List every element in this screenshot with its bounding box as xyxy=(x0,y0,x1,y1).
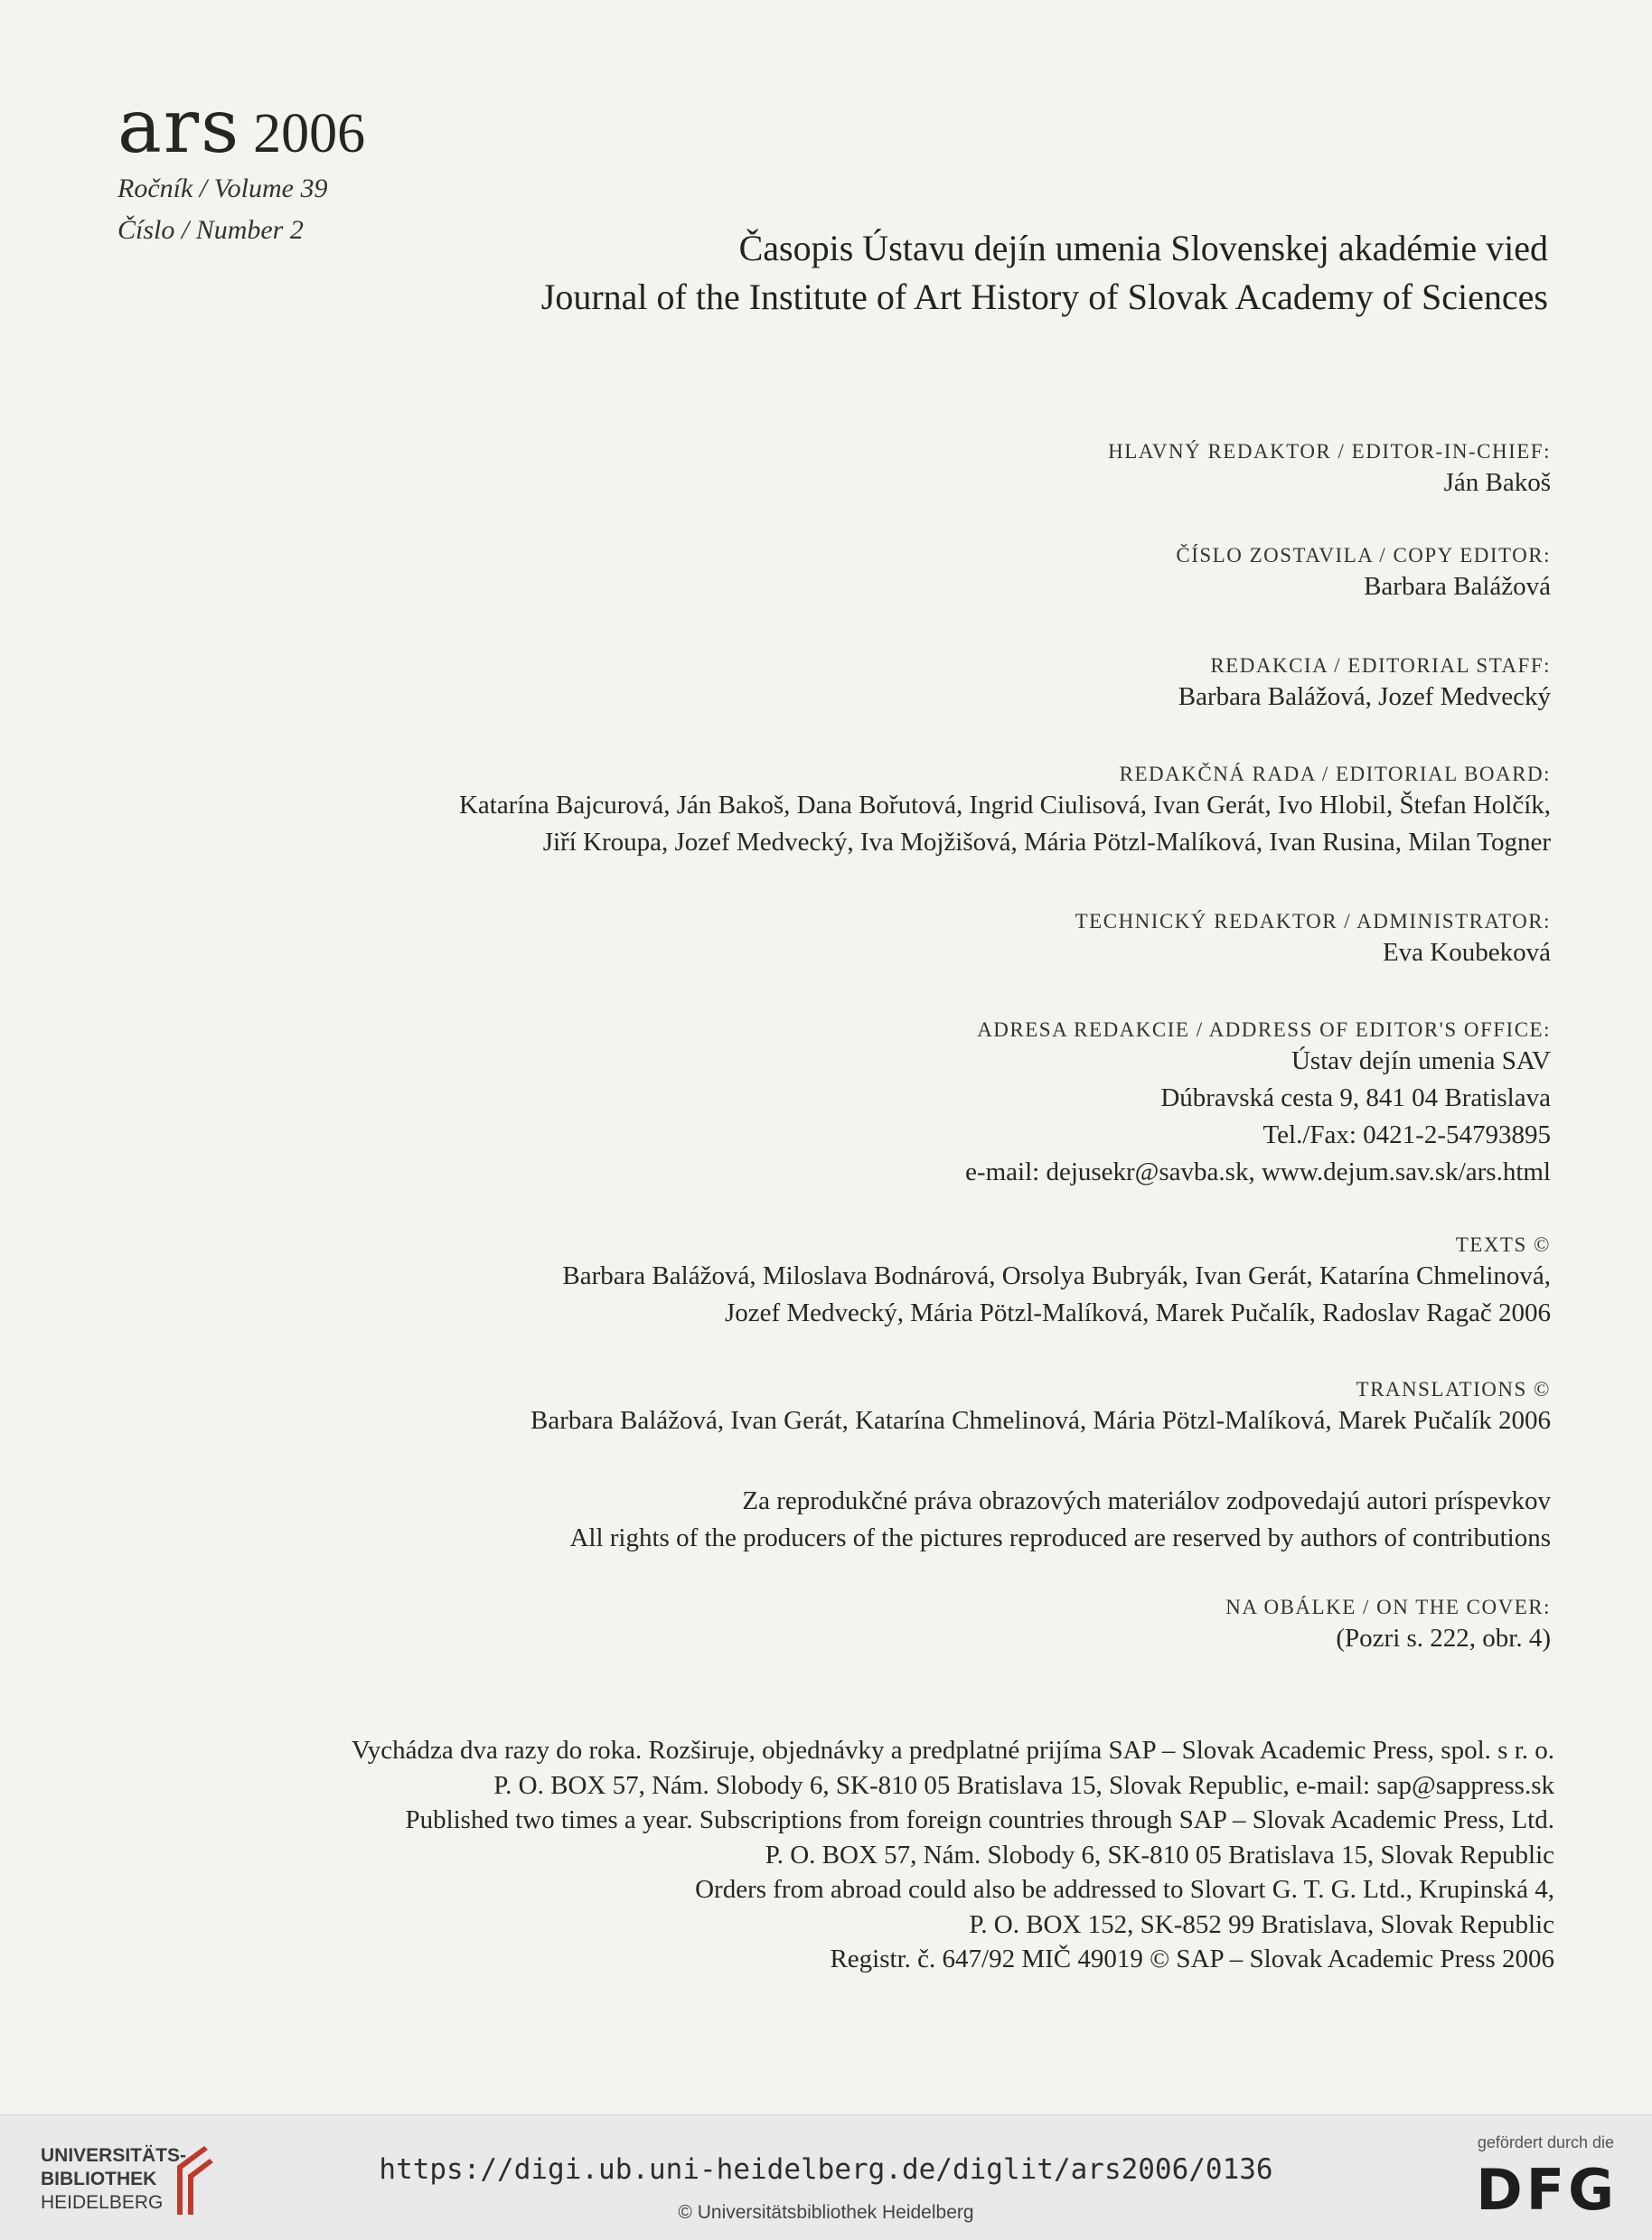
publishing-line: Orders from abroad could also be addressed to Slovart G. T. G. Ltd., Krupinská 4, xyxy=(695,1875,1554,1904)
permalink-url[interactable]: https://digi.ub.uni-heidelberg.de/diglit/ars2006/0136 xyxy=(379,2153,1273,2186)
translations-line: Barbara Balážová, Ivan Gerát, Katarína Chmelinová, Mária Pötzl-Malíková, Marek Pučalík 2006 xyxy=(530,1406,1551,1435)
address-line: Tel./Fax: 0421-2-54793895 xyxy=(1262,1120,1551,1149)
section-label: NA OBÁLKE / ON THE COVER: xyxy=(1225,1596,1551,1618)
section-label: ADRESA REDAKCIE / ADDRESS OF EDITOR'S OFFICE: xyxy=(977,1018,1551,1041)
editor-in-chief-section xyxy=(1108,439,1551,501)
publishing-line: Published two times a year. Subscriptions from foreign countries through SAP – Slovak Academic Press, Ltd. xyxy=(405,1805,1554,1834)
editorial-staff-section xyxy=(1178,653,1551,716)
section-value: Barbara Balážová, Jozef Medvecký xyxy=(1178,682,1551,711)
journal-logo: ars xyxy=(117,84,241,170)
section-label: TECHNICKÝ REDAKTOR / ADMINISTRATOR: xyxy=(1075,910,1551,933)
masthead xyxy=(117,84,366,248)
administrator-section xyxy=(1075,909,1551,971)
address-section xyxy=(965,1017,1551,1191)
uni-line: BIBLIOTHEK xyxy=(41,2169,157,2189)
texts-line: Jozef Medvecký, Mária Pötzl-Malíková, Marek Pučalík, Radoslav Ragač 2006 xyxy=(724,1298,1551,1327)
address-line: Ústav dejín umenia SAV xyxy=(1291,1046,1551,1075)
section-value: Eva Koubeková xyxy=(1382,938,1551,967)
dfg-logo: DFG xyxy=(1476,2157,1618,2223)
journal-title xyxy=(541,224,1548,322)
section-value: (Pozri s. 222, obr. 4) xyxy=(1336,1624,1551,1653)
board-line: Jiří Kroupa, Jozef Medvecký, Iva Mojžišová, Mária Pötzl-Malíková, Ivan Rusina, Milan Togner xyxy=(542,828,1551,857)
rights-line: Za reprodukčné práva obrazových materiálov zodpovedajú autori príspevkov xyxy=(742,1486,1551,1515)
digitization-footer xyxy=(0,2114,1652,2240)
rights-line: All rights of the producers of the pictures reproduced are reserved by authors of contributions xyxy=(569,1523,1551,1552)
uni-line: HEIDELBERG xyxy=(41,2192,164,2213)
number-label: Číslo / Number 2 xyxy=(117,215,304,245)
texts-section xyxy=(562,1232,1551,1332)
texts-line: Barbara Balážová, Miloslava Bodnárová, Orsolya Bubryák, Ivan Gerát, Katarína Chmelinová, xyxy=(562,1261,1551,1290)
section-label: ČÍSLO ZOSTAVILA / COPY EDITOR: xyxy=(1176,544,1551,567)
publishing-line: P. O. BOX 152, SK-852 99 Bratislava, Slovak Republic xyxy=(969,1909,1554,1939)
board-line: Katarína Bajcurová, Ján Bakoš, Dana Bořutová, Ingrid Ciulisová, Ivan Gerát, Ivo Hlobil, Štefan Holčík, xyxy=(458,791,1551,820)
publishing-line: Vychádza dva razy do roka. Rozširuje, objednávky a predplatné prijíma SAP – Slovak Academic Press, spol. s r. o. xyxy=(351,1736,1554,1765)
translations-section xyxy=(530,1377,1551,1439)
section-label: HLAVNÝ REDAKTOR / EDITOR-IN-CHIEF: xyxy=(1108,440,1551,463)
journal-title-en: Journal of the Institute of Art History of Slovak Academy of Sciences xyxy=(540,276,1548,317)
cover-section xyxy=(1225,1595,1551,1657)
rights-section xyxy=(569,1483,1551,1557)
copyright-text: © Universitätsbibliothek Heidelberg xyxy=(678,2202,974,2223)
funded-by-text: gefördert durch die xyxy=(1477,2133,1614,2151)
publishing-line: P. O. BOX 57, Nám. Slobody 6, SK-810 05 Bratislava 15, Slovak Republic xyxy=(765,1840,1554,1870)
copy-editor-section xyxy=(1176,543,1551,605)
section-label: REDAKČNÁ RADA / EDITORIAL BOARD: xyxy=(1119,763,1551,785)
journal-title-sk: Časopis Ústavu dejín umenia Slovenskej akadémie vied xyxy=(738,228,1548,268)
section-value: Barbara Balážová xyxy=(1364,572,1551,601)
editorial-board-section xyxy=(459,762,1551,861)
registration-line: Registr. č. 647/92 MIČ 49019 © SAP – Slovak Academic Press 2006 xyxy=(830,1945,1554,1973)
publishing-line: P. O. BOX 57, Nám. Slobody 6, SK-810 05 Bratislava 15, Slovak Republic, e-mail: sap@sappress.sk xyxy=(493,1770,1554,1800)
address-line: e-mail: dejusekr@savba.sk, www.dejum.sav.sk/ars.html xyxy=(965,1157,1551,1186)
publishing-info xyxy=(352,1733,1554,1977)
volume-label: Ročník / Volume 39 xyxy=(117,173,328,203)
uni-line: UNIVERSITÄTS- xyxy=(41,2145,187,2166)
journal-year: 2006 xyxy=(253,103,366,164)
section-label: REDAKCIA / EDITORIAL STAFF: xyxy=(1210,654,1551,677)
address-line: Dúbravská cesta 9, 841 04 Bratislava xyxy=(1160,1083,1551,1112)
section-label: TRANSLATIONS © xyxy=(1356,1378,1551,1401)
section-label: TEXTS © xyxy=(1455,1233,1551,1256)
section-value: Ján Bakoš xyxy=(1443,468,1551,497)
